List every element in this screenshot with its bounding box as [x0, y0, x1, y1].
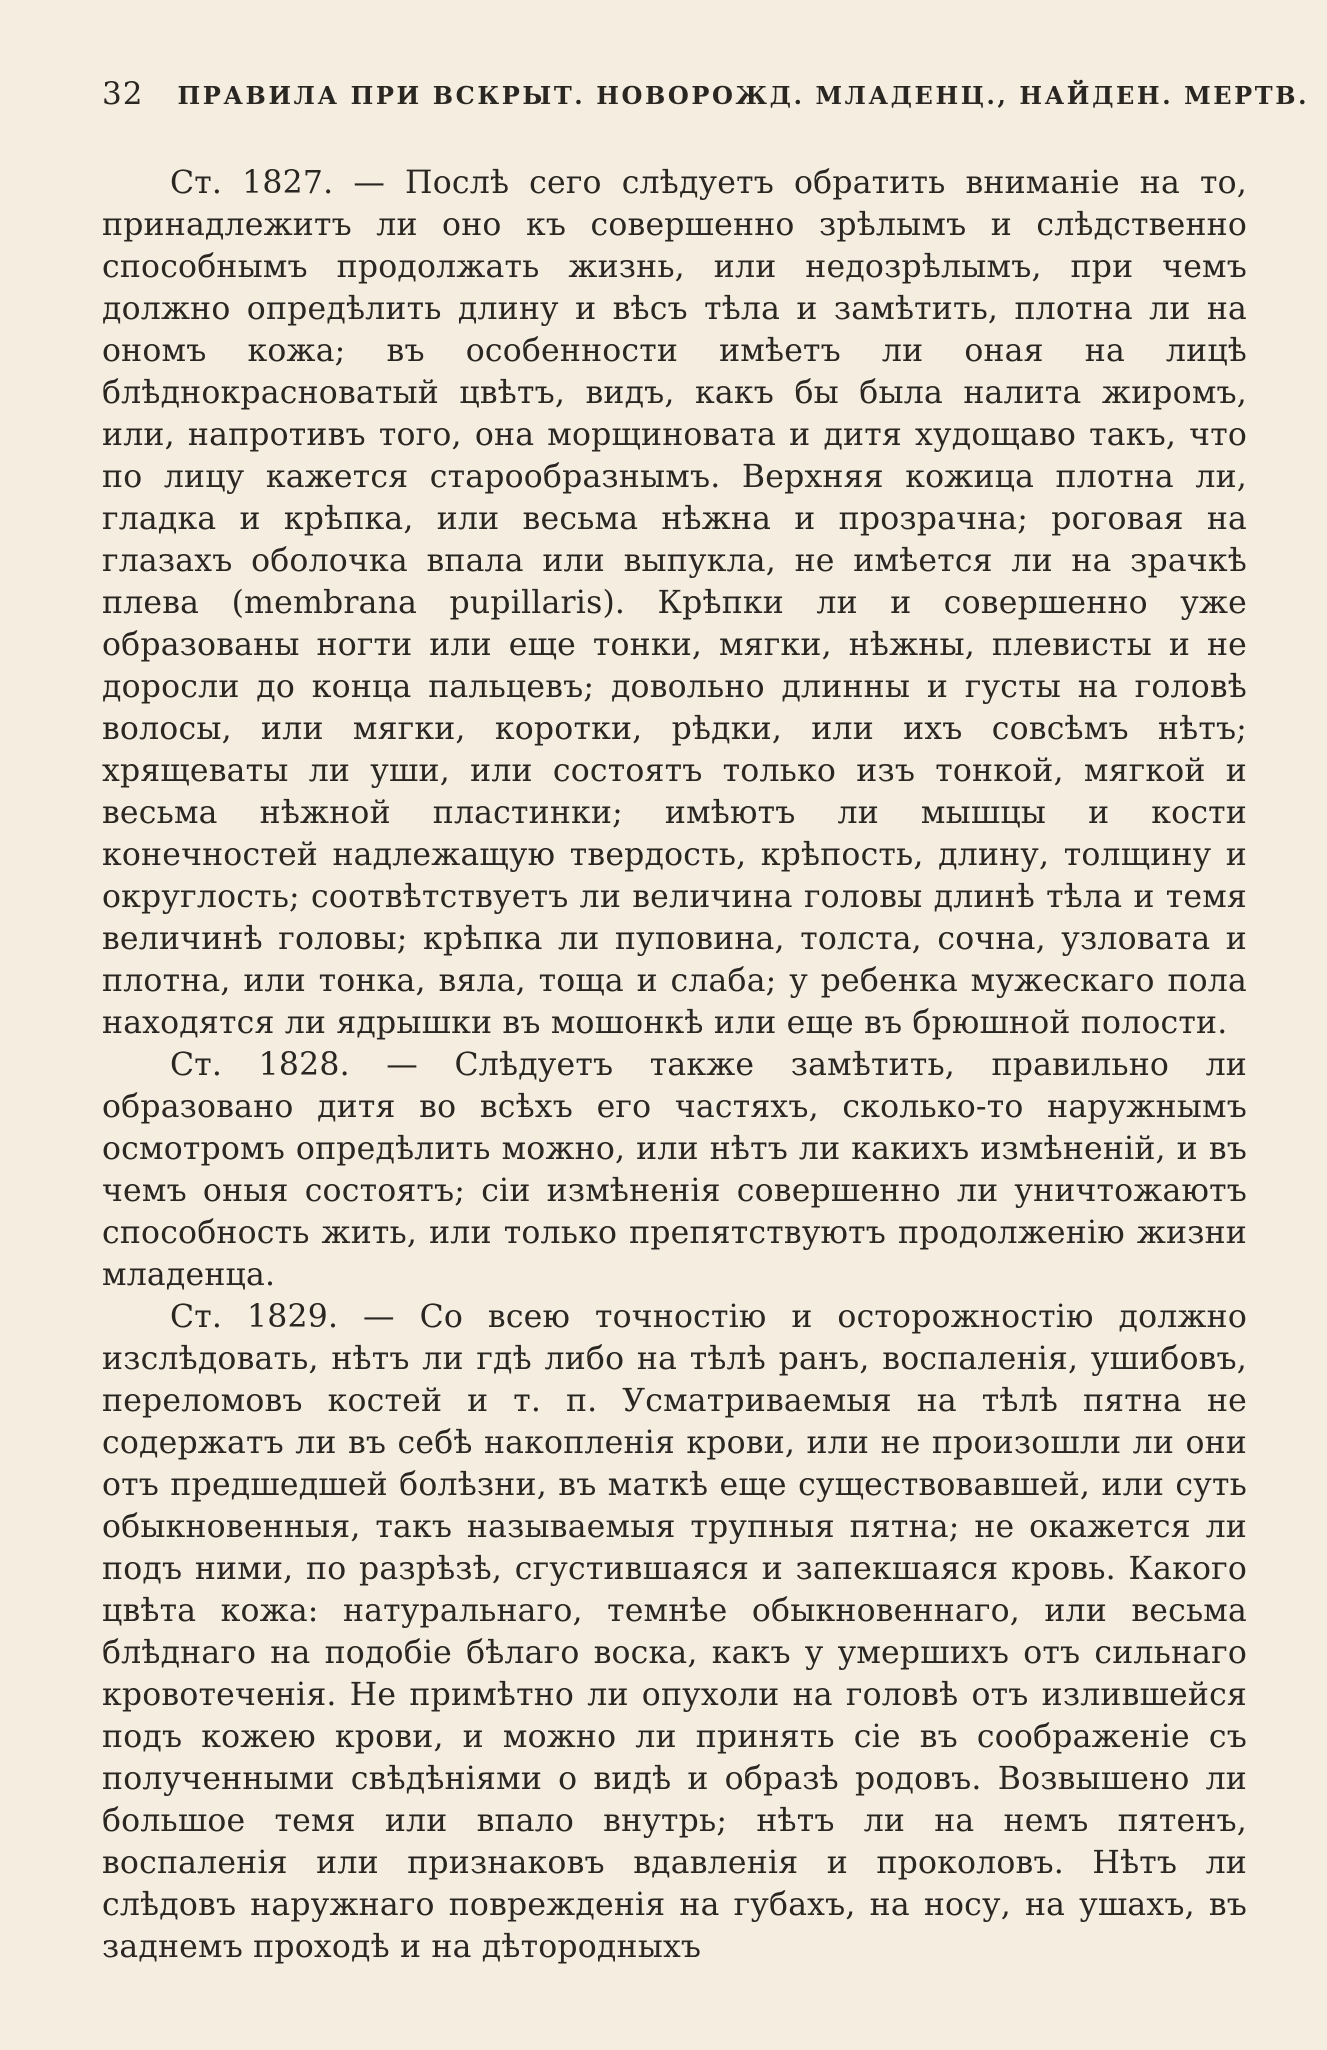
page-number: 32 [102, 76, 144, 112]
article-number: Ст. 1828. — [170, 1047, 419, 1083]
article-number: Ст. 1827. — [170, 165, 386, 201]
article-1828 [102, 1044, 1247, 1296]
article-1829 [102, 1296, 1247, 1968]
article-1827 [102, 162, 1247, 1044]
page-header [102, 76, 1310, 112]
article-number: Ст. 1829. — [170, 1299, 395, 1335]
running-title: ПРАВИЛА ПРИ ВСКРЫТ. НОВОРОЖД. МЛАДЕНЦ., НАЙДЕН. МЕРТВ. [177, 81, 1310, 110]
article-text: Со всею точностію и осторожностію должно изслѣдовать, нѣтъ ли гдѣ либо на тѣлѣ ранъ, воспаленія, ушибовъ, переломовъ костей и т. п. Усматриваемыя на тѣлѣ пятна не содержатъ ли въ себѣ накопленія крови, или не произошли ли они отъ предшедшей болѣзни, въ маткѣ еще существовавшей, или суть обыкновенныя, такъ называемыя трупныя пятна; не окажется ли подъ ними, по разрѣзѣ, сгустившаяся и запекшаяся кровь. Какого цвѣта кожа: натуральнаго, темнѣе обыкновеннаго, или весьма блѣднаго на подобіе бѣлаго воска, какъ у умершихъ отъ сильнаго кровотеченія. Не примѣтно ли опухоли на головѣ отъ излившейся подъ кожею крови, и можно ли принять сіе въ соображеніе съ полученными свѣдѣніями о видѣ и образѣ родовъ. Возвышено ли большое темя или впало внутрь; нѣтъ ли на немъ пятенъ, воспаленія или признаковъ вдавленія и проколовъ. Нѣтъ ли слѣдовъ наружнаго поврежденія на губахъ, на носу, на ушахъ, въ заднемъ проходѣ и на дѣтородныхъ [102, 1299, 1247, 1965]
article-text: Послѣ сего слѣдуетъ обратить вниманіе на то, принадлежитъ ли оно къ совершенно зрѣлымъ и слѣдственно способнымъ продолжать жизнь, или недозрѣлымъ, при чемъ должно опредѣлить длину и вѣсъ тѣла и замѣтить, плотна ли на ономъ кожа; въ особенности имѣетъ ли оная на лицѣ блѣднокрасноватый цвѣтъ, видъ, какъ бы была налита жиромъ, или, напротивъ того, она морщиновата и дитя худощаво такъ, что по лицу кажется старообразнымъ. Верхняя кожица плотна ли, гладка и крѣпка, или весьма нѣжна и прозрачна; роговая на глазахъ оболочка впала или выпукла, не имѣется ли на зрачкѣ плева (membrana pupillaris). Крѣпки ли и совершенно уже образованы ногти или еще тонки, мягки, нѣжны, плевисты и не доросли до конца пальцевъ; довольно длинны и густы на головѣ волосы, или мягки, коротки, рѣдки, или ихъ совсѣмъ нѣтъ; хрящеваты ли уши, или состоятъ только изъ тонкой, мягкой и весьма нѣжной пластинки; имѣютъ ли мышцы и кости конечностей надлежащую твердость, крѣпость, длину, толщину и округлость; соотвѣтствуетъ ли величина головы длинѣ тѣла и темя величинѣ головы; крѣпка ли пуповина, толста, сочна, узловата и плотна, или тонка, вяла, тоща и слаба; у ребенка мужескаго пола находятся ли ядрышки въ мошонкѣ или еще въ брюшной полости. [102, 165, 1247, 1041]
article-text: Слѣдуетъ также замѣтить, правильно ли образовано дитя во всѣхъ его частяхъ, сколько-то наружнымъ осмотромъ опредѣлить можно, или нѣтъ ли какихъ измѣненій, и въ чемъ оныя состоятъ; сіи измѣненія совершенно ли уничтожаютъ способность жить, или только препятствуютъ продолженію жизни младенца. [102, 1047, 1247, 1293]
